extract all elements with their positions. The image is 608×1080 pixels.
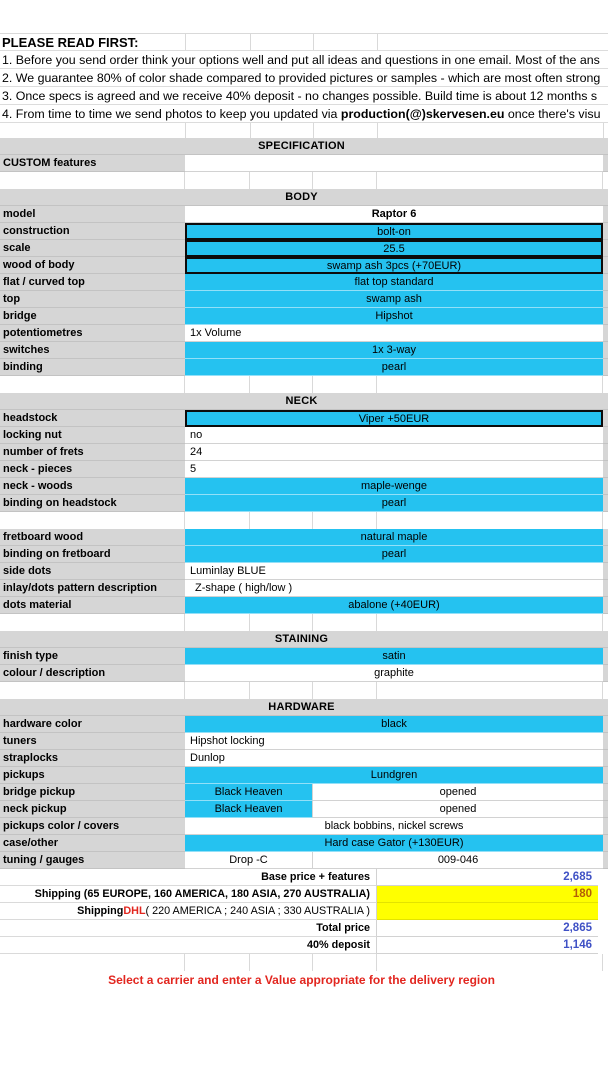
gridline-segment [250,614,313,631]
gridline [250,123,251,138]
right-edge-strip [603,580,608,597]
label-tuning-gauges: tuning / gauges [0,852,185,869]
row-wood-of-body [0,257,608,274]
row-model [0,206,608,223]
right-edge-strip [603,359,608,376]
row-case-other [0,835,608,852]
label-inlay-dots-pattern: inlay/dots pattern description [0,580,185,597]
row-potentiometres [0,325,608,342]
label-top: top [0,291,185,308]
value-inlay-dots-pattern[interactable]: Z-shape ( high/low ) [185,580,603,597]
row-scale [0,240,608,257]
row-blank [0,376,608,393]
value-tuners[interactable]: Hipshot locking [185,733,603,750]
value-bridge[interactable]: Hipshot [185,308,603,325]
text-segment: DHL [123,905,146,917]
right-edge-strip [603,257,608,274]
gridline-segment [313,376,377,393]
label-pickups: pickups [0,767,185,784]
gridline [603,123,604,138]
gridline-segment [0,954,185,971]
label-binding: binding [0,359,185,376]
right-edge-strip [603,529,608,546]
gridline [313,123,314,138]
row-staining [0,631,608,648]
label-total-price [0,920,377,937]
right-edge-strip [603,461,608,478]
gridline-segment [313,614,377,631]
label-scale: scale [0,240,185,257]
row-construction [0,223,608,240]
value-potentiometres[interactable]: 1x Volume [185,325,603,342]
row-switches [0,342,608,359]
right-edge-strip [603,274,608,291]
gridline-segment [377,512,603,529]
row-tuners [0,733,608,750]
label-locking-nut: locking nut [0,427,185,444]
row-finish-type [0,648,608,665]
value-shipping-dhl[interactable] [377,903,598,920]
text-segment: 2. We guarantee 80% of color shade compared to provided pictures or samples - which are most often strong [2,71,601,85]
right-edge-strip [603,512,608,529]
read-first-line-2 [0,69,608,87]
right-edge-strip [603,376,608,393]
right-edge-strip [603,427,608,444]
gridline-segment [0,682,185,699]
gridline [185,34,186,50]
right-edge-strip [603,189,608,206]
right-edge-strip [598,920,603,937]
right-edge-strip [603,971,608,988]
value-tuning-gauges-2[interactable]: 009-046 [313,852,603,869]
label-dots-material: dots material [0,597,185,614]
text-segment: 1. Before you send order think your options well and put all ideas and questions in one email. Most of the ans [2,53,600,67]
value-straplocks[interactable]: Dunlop [185,750,603,767]
gridline-segment [377,376,603,393]
value-neck-woods[interactable]: maple-wenge [185,478,603,495]
right-edge-strip [603,682,608,699]
row-neck-pickup [0,801,608,818]
right-edge-strip [603,155,608,172]
value-neck-pickup-1[interactable]: Black Heaven [185,801,313,818]
row-blank [0,512,608,529]
read-first-line-1 [0,51,608,69]
gridline-segment [377,614,603,631]
label-bridge-pickup: bridge pickup [0,784,185,801]
right-edge-strip [603,631,608,648]
row-shipping-dhl [0,903,608,920]
gridline-segment [0,376,185,393]
label-fretboard-wood: fretboard wood [0,529,185,546]
text-segment: once there's visu [504,107,601,121]
right-edge-strip [603,784,608,801]
value-custom-features[interactable] [185,155,603,172]
right-edge-strip [598,937,603,954]
right-edge-strip [603,342,608,359]
row-carrier-warning [0,971,608,988]
row-bridge [0,308,608,325]
gridline-segment [377,172,603,189]
row-binding [0,359,608,376]
value-dots-material[interactable]: abalone (+40EUR) [185,597,603,614]
value-tuning-gauges-1[interactable]: Drop -C [185,852,313,869]
label-model: model [0,206,185,223]
gridline [313,34,314,50]
row-blank [0,172,608,189]
value-neck-pickup-2[interactable]: opened [313,801,603,818]
text-segment: production(@)skervesen.eu [340,107,505,121]
section-header-hardware: HARDWARE [0,699,603,716]
label-headstock: headstock [0,410,185,427]
label-side-dots: side dots [0,563,185,580]
read-first-line-4 [0,105,608,123]
value-shipping[interactable]: 180 [377,886,598,903]
read-first-line-3 [0,87,608,105]
value-fretboard-wood[interactable]: natural maple [185,529,603,546]
gridline-segment [0,614,185,631]
right-edge-strip [603,393,608,410]
label-deposit [0,937,377,954]
section-header-specification: SPECIFICATION [0,138,603,155]
label-neck-pieces: neck - pieces [0,461,185,478]
row-blank [0,614,608,631]
value-construction[interactable]: bolt-on [185,223,603,240]
row-top [0,291,608,308]
value-pickups-color-covers[interactable]: black bobbins, nickel screws [185,818,603,835]
label-bridge: bridge [0,308,185,325]
label-finish-type: finish type [0,648,185,665]
text-segment: Shipping [77,905,124,917]
gridline-segment [0,512,185,529]
section-header-neck: NECK [0,393,603,410]
label-binding-on-fretboard: binding on fretboard [0,546,185,563]
label-tuners: tuners [0,733,185,750]
row-pickups [0,767,608,784]
label-switches: switches [0,342,185,359]
read-first-lines [0,51,608,138]
right-edge-strip [603,478,608,495]
right-edge-strip [603,410,608,427]
value-flat-curved-top[interactable]: flat top standard [185,274,603,291]
label-binding-on-headstock: binding on headstock [0,495,185,512]
right-edge-strip [603,325,608,342]
right-edge-strip [603,767,608,784]
row-pickups-color-covers [0,818,608,835]
label-wood-of-body: wood of body [0,257,185,274]
spec-table [0,138,608,988]
row-deposit [0,937,608,954]
gridline-segment [377,954,603,971]
top-blank-area [0,0,608,33]
warning-text: Select a carrier and enter a Value appropriate for the delivery region [0,971,603,988]
gridline-segment [250,512,313,529]
value-scale[interactable]: 25.5 [185,240,603,257]
value-case-other[interactable]: Hard case Gator (+130EUR) [185,835,603,852]
right-edge-strip [603,138,608,155]
read-first-title-text: PLEASE READ FIRST: [2,35,139,50]
row-total-price [0,920,608,937]
value-total-price[interactable]: 2,865 [377,920,598,937]
row-fretboard-wood [0,529,608,546]
text-segment: Total price [316,922,370,934]
label-shipping-dhl [0,903,377,920]
gridline-segment [185,614,250,631]
value-finish-type[interactable]: satin [185,648,603,665]
right-edge-strip [603,495,608,512]
row-flat-curved-top [0,274,608,291]
value-top[interactable]: swamp ash [185,291,603,308]
gridline-segment [250,682,313,699]
text-segment: Base price + features [261,871,370,883]
right-edge-strip [603,665,608,682]
read-first-title [0,33,608,51]
row-blank [0,954,608,971]
right-edge-strip [603,223,608,240]
label-number-of-frets: number of frets [0,444,185,461]
right-edge-strip [603,835,608,852]
gridline-segment [250,954,313,971]
row-shipping [0,886,608,903]
row-locking-nut [0,427,608,444]
gridline [377,34,378,50]
section-header-body: BODY [0,189,603,206]
gridline-segment [313,172,377,189]
value-locking-nut[interactable]: no [185,427,603,444]
right-edge-strip [598,886,603,903]
gridline-segment [185,682,250,699]
value-headstock[interactable]: Viper +50EUR [185,410,603,427]
row-neck-pieces [0,461,608,478]
gridline-segment [185,954,250,971]
right-edge-strip [598,869,603,886]
value-binding-on-headstock[interactable]: pearl [185,495,603,512]
right-edge-strip [603,818,608,835]
right-edge-strip [603,206,608,223]
value-binding[interactable]: pearl [185,359,603,376]
gridline-segment [185,512,250,529]
label-potentiometres: potentiometres [0,325,185,342]
value-colour-description[interactable]: graphite [185,665,603,682]
value-neck-pieces[interactable]: 5 [185,461,603,478]
row-inlay-dots-pattern [0,580,608,597]
gridline-segment [377,682,603,699]
label-custom-features: CUSTOM features [0,155,185,172]
gridline [377,123,378,138]
label-pickups-color-covers: pickups color / covers [0,818,185,835]
row-headstock [0,410,608,427]
right-edge-strip [598,903,603,920]
gridline-segment [185,376,250,393]
right-edge-strip [603,308,608,325]
right-edge-strip [603,801,608,818]
section-header-staining: STAINING [0,631,603,648]
right-edge-strip [603,852,608,869]
gridline-segment [185,172,250,189]
label-hardware-color: hardware color [0,716,185,733]
right-edge-strip [603,240,608,257]
right-edge-strip [603,648,608,665]
label-shipping [0,886,377,903]
gridline-segment [0,172,185,189]
right-edge-strip [603,954,608,971]
label-straplocks: straplocks [0,750,185,767]
text-segment: 40% deposit [307,939,370,951]
value-model[interactable]: Raptor 6 [185,206,603,223]
label-base-price [0,869,377,886]
gridline-segment [250,376,313,393]
value-base-price[interactable]: 2,685 [377,869,598,886]
value-wood-of-body[interactable]: swamp ash 3pcs (+70EUR) [185,257,603,274]
right-edge-strip [603,750,608,767]
right-edge-strip [603,563,608,580]
row-neck [0,393,608,410]
value-bridge-pickup-1[interactable]: Black Heaven [185,784,313,801]
value-number-of-frets[interactable]: 24 [185,444,603,461]
label-neck-woods: neck - woods [0,478,185,495]
row-body [0,189,608,206]
value-bridge-pickup-2[interactable]: opened [313,784,603,801]
gridline-segment [313,682,377,699]
text-segment: ( 220 AMERICA ; 240 ASIA ; 330 AUSTRALIA ) [145,905,370,917]
right-edge-strip [603,716,608,733]
row-binding-on-headstock [0,495,608,512]
row-colour-description [0,665,608,682]
gridline-segment [313,954,377,971]
label-construction: construction [0,223,185,240]
row-side-dots [0,563,608,580]
value-deposit[interactable]: 1,146 [377,937,598,954]
row-custom-features [0,155,608,172]
label-flat-curved-top: flat / curved top [0,274,185,291]
gridline [185,123,186,138]
row-dots-material [0,597,608,614]
right-edge-strip [603,733,608,750]
label-case-other: case/other [0,835,185,852]
row-neck-woods [0,478,608,495]
right-edge-strip [603,444,608,461]
row-binding-on-fretboard [0,546,608,563]
right-edge-strip [603,291,608,308]
row-bridge-pickup [0,784,608,801]
value-switches[interactable]: 1x 3-way [185,342,603,359]
value-hardware-color[interactable]: black [185,716,603,733]
right-edge-strip [603,699,608,716]
right-edge-strip [603,614,608,631]
row-blank [0,682,608,699]
text-segment: 4. From time to time we send photos to keep you updated via [2,107,341,121]
row-tuning-gauges [0,852,608,869]
row-number-of-frets [0,444,608,461]
row-straplocks [0,750,608,767]
text-segment: 3. Once specs is agreed and we receive 40% deposit - no changes possible. Build time is about 12 months s [2,89,598,103]
text-segment: Shipping (65 EUROPE, 160 AMERICA, 180 ASIA, 270 AUSTRALIA) [34,888,370,900]
value-binding-on-fretboard[interactable]: pearl [185,546,603,563]
blank-grid-row [0,123,608,138]
value-side-dots[interactable]: Luminlay BLUE [185,563,603,580]
right-edge-strip [603,172,608,189]
label-neck-pickup: neck pickup [0,801,185,818]
right-edge-strip [603,546,608,563]
label-colour-description: colour / description [0,665,185,682]
row-specification [0,138,608,155]
value-pickups[interactable]: Lundgren [185,767,603,784]
gridline-segment [313,512,377,529]
gridline-segment [250,172,313,189]
row-hardware [0,699,608,716]
row-hardware-color [0,716,608,733]
gridline [250,34,251,50]
row-base-price [0,869,608,886]
right-edge-strip [603,597,608,614]
